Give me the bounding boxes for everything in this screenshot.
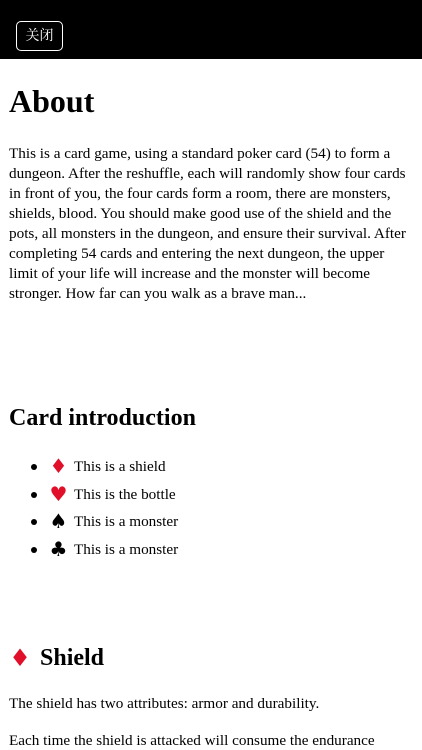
close-button[interactable]: 关闭 [16,21,63,51]
bullet-icon [31,464,37,470]
card-description: This is a monster [74,540,179,558]
list-item [9,536,179,567]
shield-heading [9,644,104,672]
spade-icon: ♠ [49,509,68,533]
shield-paragraph-1: The shield has two attributes: armor and durability. [9,695,320,712]
heart-icon: ♥ [49,481,68,506]
list-item [9,456,178,484]
diamond-icon: ♦ [49,454,68,478]
page-title: About [9,83,95,119]
bullet-icon [31,519,37,525]
diamond-icon: ♦ [9,644,31,672]
bullet-icon [31,547,37,553]
shield-heading-label: Shield [40,645,105,671]
card-description: This is a shield [74,458,166,475]
list-item [9,481,178,512]
top-bar [0,0,422,59]
list-item [9,511,178,539]
card-introduction-heading: Card introduction [9,405,196,431]
club-icon: ♣ [49,536,68,561]
bullet-icon [31,492,37,498]
about-content [9,59,413,750]
shield-paragraph-2: Each time the shield is attacked will consume the endurance [9,732,375,749]
card-list [9,456,178,566]
card-description: This is a monster [74,513,179,530]
intro-paragraph: This is a card game, using a standard poker card (54) to form a dungeon. After the reshuffle, each will randomly show four cards in front of you, the four cards form a room, there are monsters, shields, blood. You should make good use of the shield and the pots, all monsters in the dungeon, and ensure their survival. After completing 54 cards and entering the next dungeon, the upper limit of your life will increase and the monster will become stronger. How far can you walk as a brave man... [9,145,406,302]
card-description: This is the bottle [74,485,176,503]
